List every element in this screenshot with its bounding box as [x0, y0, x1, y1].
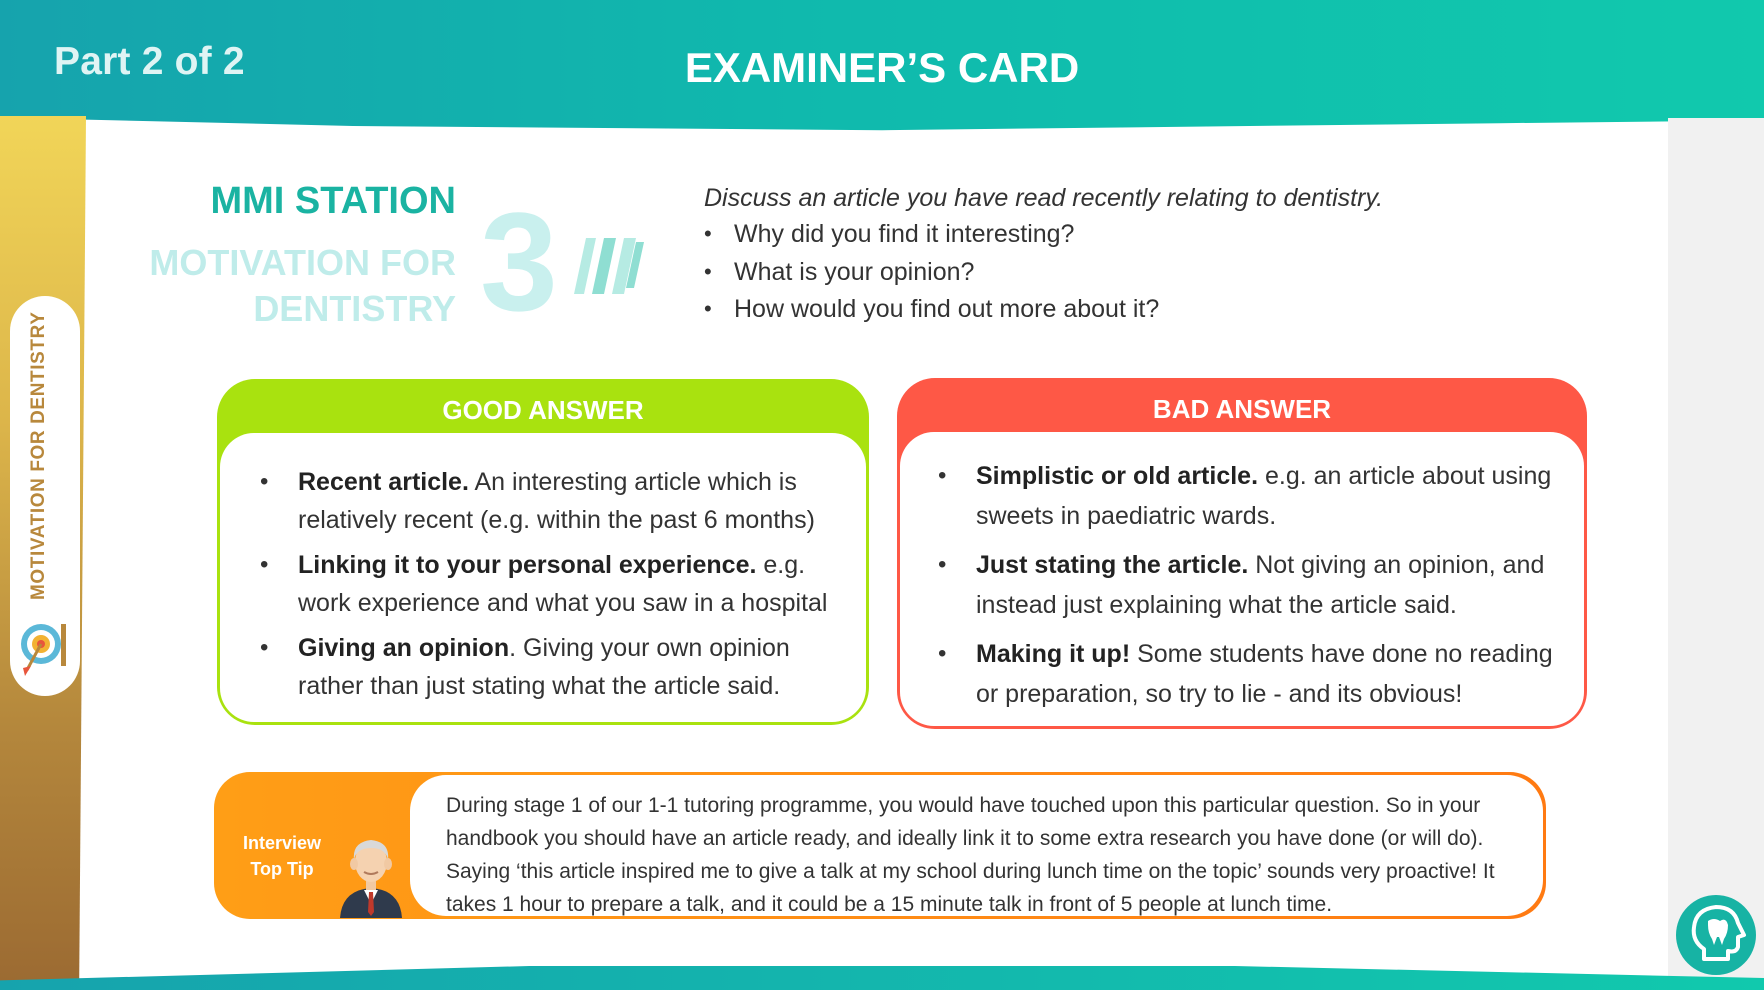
- head-tooth-logo-icon[interactable]: [1674, 893, 1758, 977]
- good-answer-point-text: . Giving your own opinion rather than just stating what the article said.: [298, 634, 790, 700]
- question-bullet-text: What is your opinion?: [734, 257, 975, 286]
- list-item: [260, 463, 840, 539]
- good-answer-heading: GOOD ANSWER: [442, 394, 644, 425]
- top-tip-label: [242, 830, 322, 882]
- bad-answer-point-text: Not giving an opinion, and instead just explaining what the article said.: [976, 551, 1545, 619]
- top-tip-label-line2: Top Tip: [250, 859, 314, 879]
- list-item: [704, 295, 1159, 333]
- station-heading: MMI STATION: [210, 180, 456, 222]
- station-number: 3: [480, 183, 558, 340]
- footer-band: [0, 966, 1764, 990]
- bullet-icon: •: [260, 551, 269, 578]
- good-answer-card: [217, 379, 869, 725]
- good-answer-point-title: Recent article.: [298, 468, 469, 496]
- list-item: [704, 220, 1159, 258]
- good-answer-point-text: e.g. work experience and what you saw in a hospital: [298, 551, 828, 617]
- good-answer-list: [260, 463, 840, 712]
- question-bullet-text: How would you find out more about it?: [734, 295, 1160, 323]
- top-tip-label-line1: Interview: [242, 833, 322, 853]
- list-item: [260, 546, 840, 622]
- sidebar-tab-label: MOTIVATION FOR DENTISTRY: [28, 311, 49, 600]
- page-title: EXAMINER’S CARD: [684, 44, 1080, 91]
- bullet-icon: •: [938, 640, 947, 667]
- bullet-icon: •: [938, 551, 947, 578]
- bullet-icon: •: [704, 221, 712, 246]
- list-item: [938, 634, 1578, 714]
- top-tip-card: [214, 772, 1546, 919]
- bad-answer-point-title: Simplistic or old article.: [976, 462, 1259, 490]
- slash-stripes-icon: [574, 238, 644, 298]
- target-icon: [17, 614, 71, 678]
- good-answer-point-text: An interesting article which is relatively recent (e.g. within the past 6 months): [298, 468, 815, 534]
- list-item: [260, 629, 840, 705]
- part-indicator: Part 2 of 2: [54, 40, 245, 83]
- top-tip-body: [410, 775, 1543, 916]
- good-answer-body: [220, 433, 866, 722]
- bad-answer-point-title: Making it up!: [976, 640, 1131, 668]
- bullet-icon: •: [938, 462, 947, 489]
- bad-answer-heading: BAD ANSWER: [1152, 393, 1332, 424]
- good-answer-point-title: Linking it to your personal experience.: [298, 551, 757, 579]
- bad-answer-point-text: e.g. an article about using sweets in paediatric wards.: [976, 462, 1552, 530]
- question-bullet-text: Why did you find it interesting?: [734, 220, 1075, 248]
- right-margin: [1668, 118, 1764, 990]
- list-item: [938, 456, 1578, 536]
- bullet-icon: •: [704, 296, 712, 321]
- bullet-icon: •: [260, 634, 269, 661]
- bad-answer-body: [900, 432, 1584, 726]
- question-bullets: [704, 220, 1159, 333]
- good-answer-point-title: Giving an opinion: [298, 634, 510, 662]
- list-item: [938, 545, 1578, 625]
- list-item: [704, 258, 1159, 296]
- question-prompt: Discuss an article you have read recently relating to dentistry.: [704, 184, 1384, 212]
- station-topic-line2: DENTISTRY: [253, 288, 456, 329]
- bad-answer-point-text: Some students have done no reading or preparation, so try to lie - and its obvious!: [976, 640, 1553, 708]
- bad-answer-card: [897, 378, 1587, 729]
- bad-answer-point-title: Just stating the article.: [976, 551, 1249, 579]
- station-topic-line1: MOTIVATION FOR: [149, 242, 456, 283]
- examiner-avatar-icon: [334, 832, 408, 918]
- station-topic: [120, 240, 456, 332]
- top-tip-text: During stage 1 of our 1-1 tutoring programme, you would have touched upon this particular question. So in your handbook you should have an article ready, and ideally link it to some extra research you have done (or will do). Saying ‘this article inspired me to give a talk at my school during lunch time on the topic’ sounds very proactive! It takes 1 hour to prepare a talk, and it could be a 15 minute talk in front of 5 people at lunch time.: [446, 794, 1495, 916]
- bad-answer-list: [938, 456, 1578, 723]
- bullet-icon: •: [704, 258, 712, 284]
- bullet-icon: •: [260, 468, 269, 495]
